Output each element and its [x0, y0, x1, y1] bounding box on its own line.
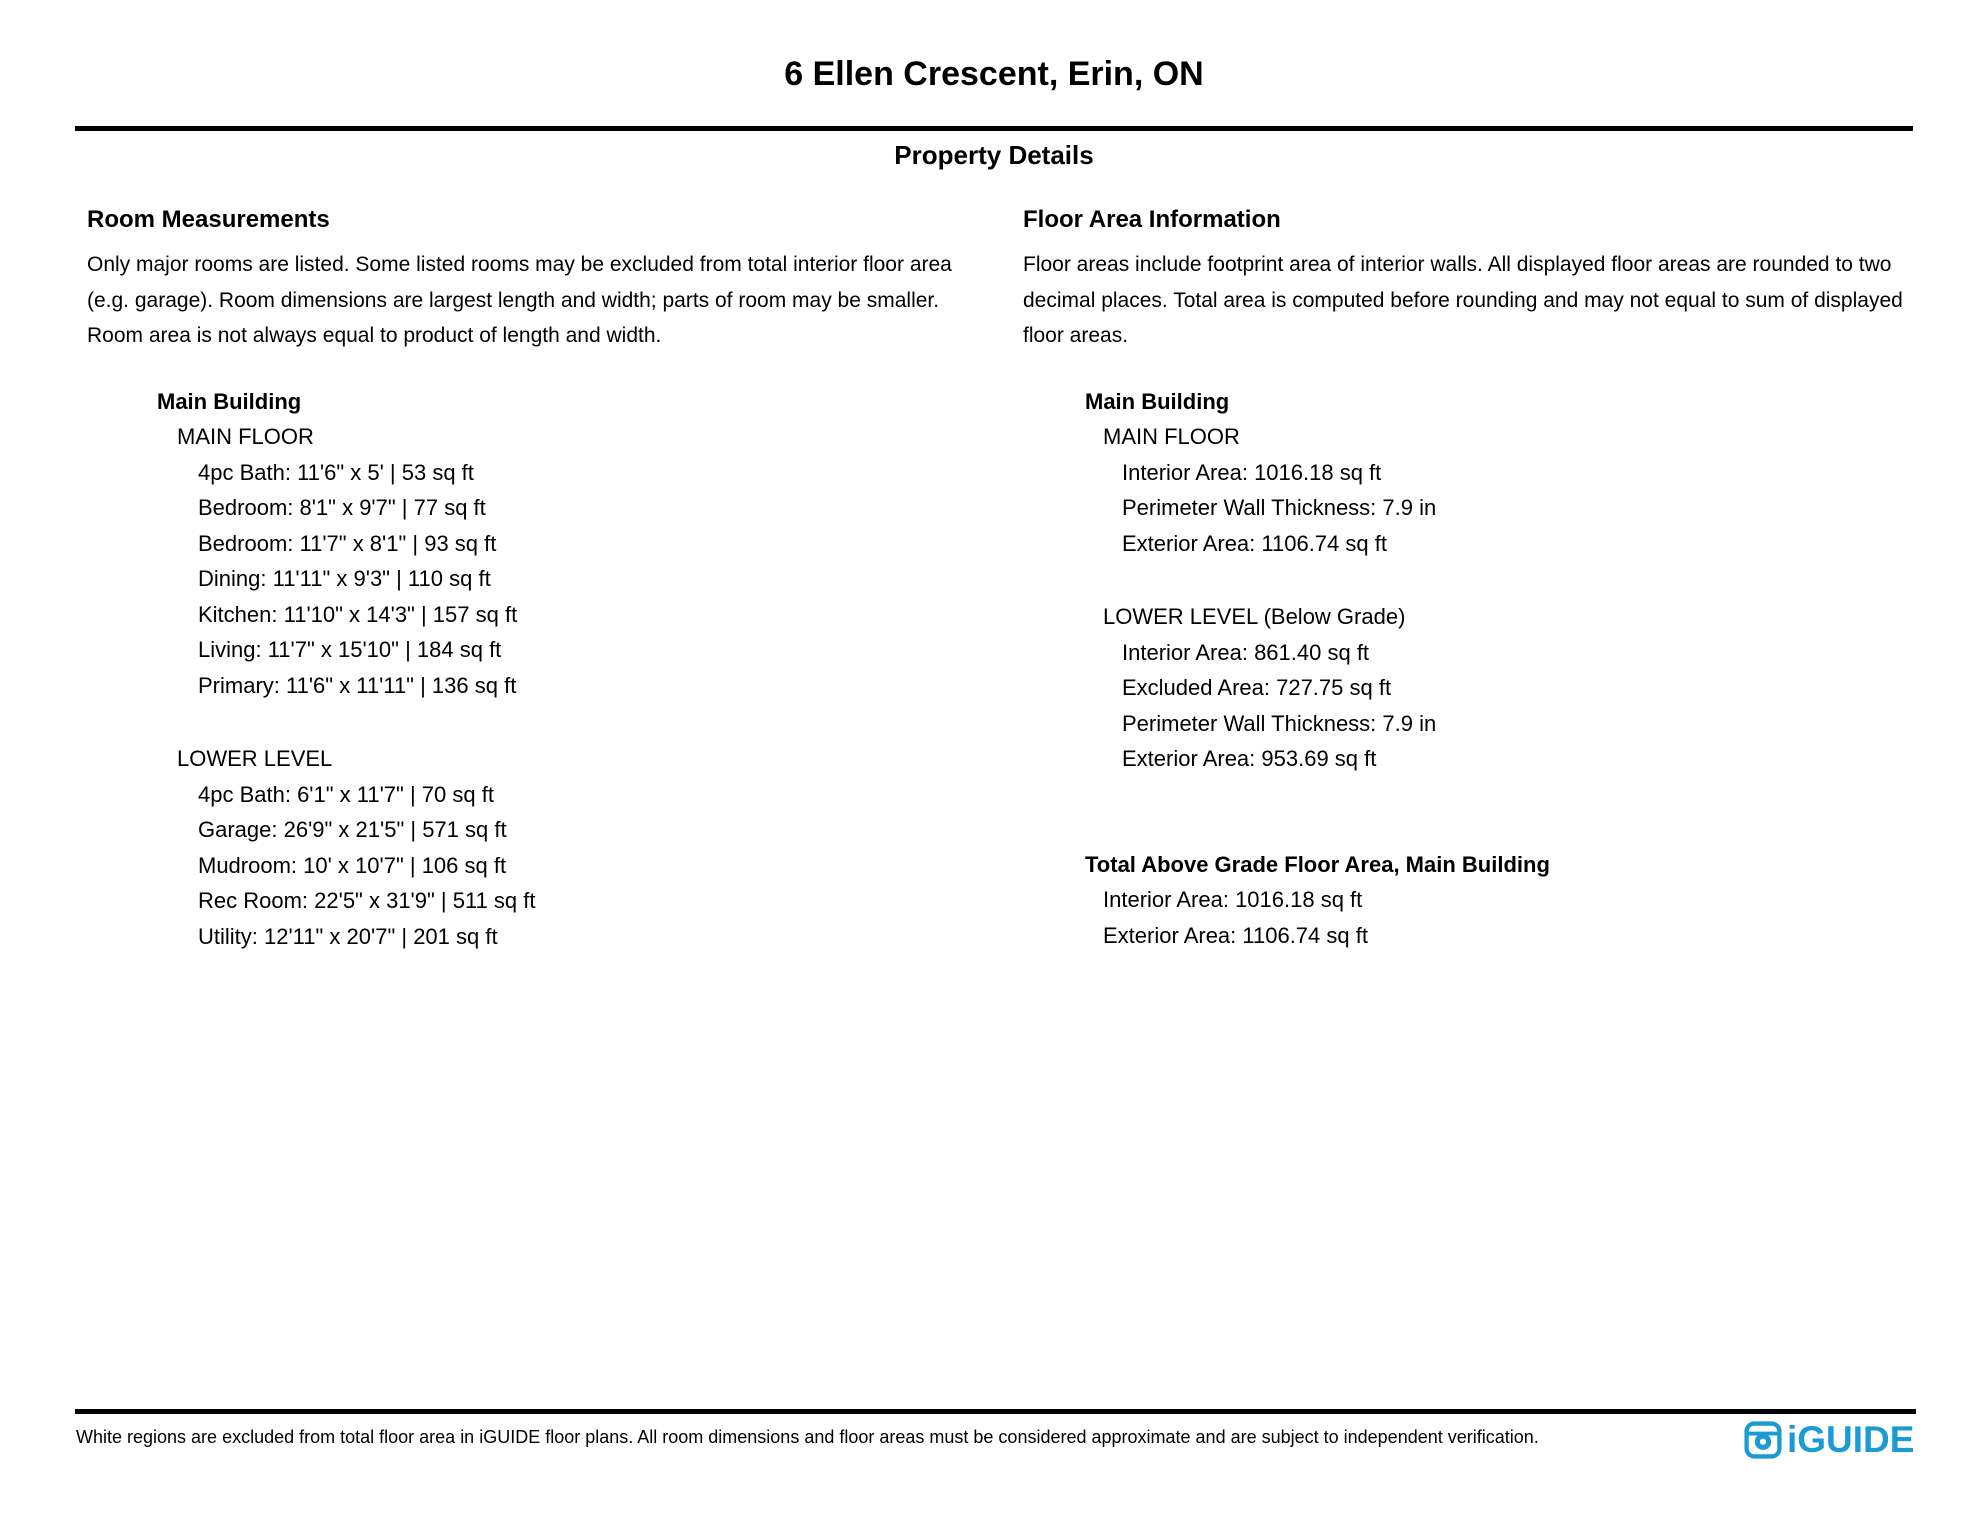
area-stat-line: Interior Area: 1016.18 sq ft	[1122, 459, 1382, 485]
area-stat-line: Interior Area: 861.40 sq ft	[1122, 639, 1370, 665]
floor-name: MAIN FLOOR	[177, 424, 314, 449]
floor-name: MAIN FLOOR	[1103, 424, 1240, 449]
room-line: Primary: 11'6" x 11'11" | 136 sq ft	[198, 672, 517, 698]
iguide-camera-icon	[1744, 1421, 1782, 1459]
floor-block-lower-level	[87, 741, 1002, 954]
description-line: Only major rooms are listed. Some listed rooms may be excluded from total interior floor area	[87, 253, 952, 276]
page-subtitle: Property Details	[894, 140, 1094, 170]
area-stat-line: Perimeter Wall Thickness: 7.9 in	[1122, 495, 1437, 520]
room-measurements-building	[87, 384, 1002, 955]
iguide-logo-text: iGUIDE	[1787, 1419, 1915, 1460]
floor-name: LOWER LEVEL	[177, 746, 333, 771]
total-above-grade-heading: Total Above Grade Floor Area, Main Building	[1085, 851, 1550, 877]
description-line: floor areas.	[1023, 324, 1129, 347]
floor-name: LOWER LEVEL (Below Grade)	[1103, 604, 1406, 629]
description-line: decimal places. Total area is computed before rounding and may not equal to sum of displayed	[1023, 288, 1903, 312]
floor-block-main-floor	[87, 419, 1002, 703]
floor-area-information-heading: Floor Area Information	[1023, 206, 1281, 233]
iguide-logo	[1744, 1420, 1914, 1460]
room-measurements-section	[87, 205, 1002, 954]
room-measurements-description	[87, 247, 1002, 354]
description-line: Floor areas include footprint area of interior walls. All displayed floor areas are rounded to two	[1023, 253, 1892, 276]
page-title: 6 Ellen Crescent, Erin, ON	[784, 55, 1204, 93]
building-name: Main Building	[157, 388, 302, 414]
floor-area-description	[1023, 247, 1938, 354]
room-line: 4pc Bath: 6'1" x 11'7" | 70 sq ft	[198, 781, 494, 807]
floor-area-information-section	[1023, 205, 1938, 953]
area-stat-line: Excluded Area: 727.75 sq ft	[1122, 675, 1392, 700]
room-measurements-heading: Room Measurements	[87, 206, 330, 233]
description-line: (e.g. garage). Room dimensions are largest length and width; parts of room may be smaller.	[87, 288, 940, 312]
footer-divider	[75, 1409, 1916, 1414]
area-stat-line: Perimeter Wall Thickness: 7.9 in	[1122, 710, 1437, 736]
area-stat-line: Exterior Area: 953.69 sq ft	[1122, 746, 1377, 771]
room-line: Utility: 12'11" x 20'7" | 201 sq ft	[198, 923, 498, 949]
area-stat-line: Exterior Area: 1106.74 sq ft	[1122, 530, 1387, 556]
room-line: Garage: 26'9" x 21'5" | 571 sq ft	[198, 817, 507, 842]
room-line: Living: 11'7" x 15'10" | 184 sq ft	[198, 637, 502, 662]
footer-disclaimer: White regions are excluded from total floor area in iGUIDE floor plans. All room dimensions and floor areas must be considered approximate and are subject to independent verification.	[76, 1427, 1539, 1447]
room-line: Dining: 11'11" x 9'3" | 110 sq ft	[198, 566, 491, 591]
total-above-grade-block	[1023, 847, 1938, 954]
room-line: Bedroom: 8'1" x 9'7" | 77 sq ft	[198, 495, 486, 520]
area-stat-line: Interior Area: 1016.18 sq ft	[1103, 887, 1363, 912]
room-line: Kitchen: 11'10" x 14'3" | 157 sq ft	[198, 601, 518, 627]
area-stat-line: Exterior Area: 1106.74 sq ft	[1103, 922, 1368, 948]
building-name: Main Building	[1085, 388, 1230, 414]
floor-area-main-floor	[1023, 419, 1938, 561]
room-line: Rec Room: 22'5" x 31'9" | 511 sq ft	[198, 888, 536, 913]
floor-area-building	[1023, 384, 1938, 954]
floor-area-lower-level	[1023, 599, 1938, 777]
room-line: 4pc Bath: 11'6" x 5' | 53 sq ft	[198, 459, 474, 485]
room-line: Mudroom: 10' x 10'7" | 106 sq ft	[198, 852, 507, 878]
header-divider	[75, 126, 1913, 131]
room-line: Bedroom: 11'7" x 8'1" | 93 sq ft	[198, 530, 497, 556]
description-line: Room area is not always equal to product of length and width.	[87, 324, 662, 347]
